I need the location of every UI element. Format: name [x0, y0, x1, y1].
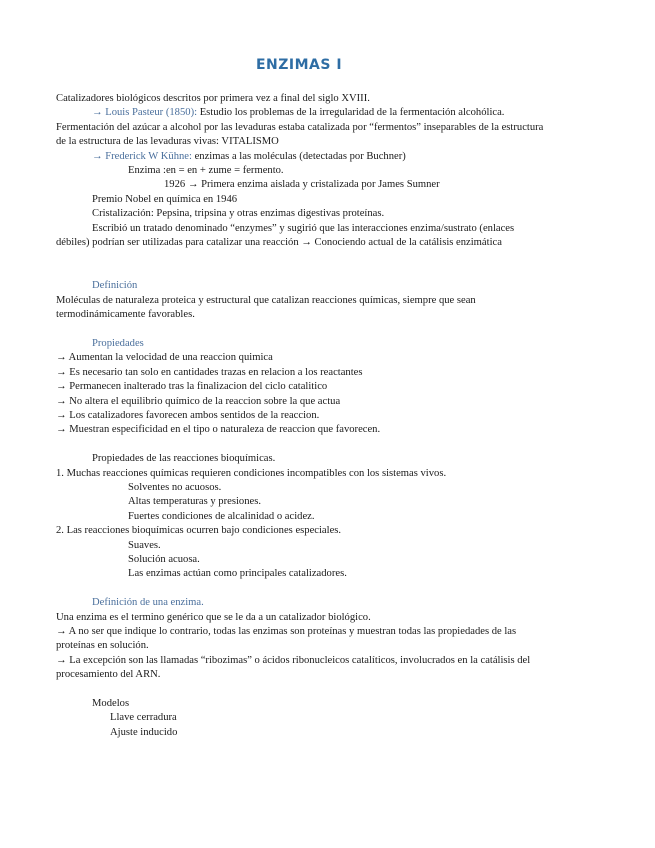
pasteur-paragraph: [56, 106, 546, 149]
list-item: Solución acuosa.: [128, 553, 200, 565]
list-item: Llave cerradura: [110, 712, 177, 724]
modelos-heading: Modelos: [92, 697, 130, 709]
intro-line: Catalizadores biológicos descritos por primera vez a final del siglo XVIII.: [56, 93, 370, 104]
cristalizacion-line: Cristalización: Pepsina, tripsina y otras enzimas digestivas proteínas.: [92, 208, 385, 220]
list-item: Las enzimas actúan como principales catalizadores.: [128, 568, 347, 580]
list-item: Suaves.: [128, 539, 161, 551]
spacer: [56, 322, 546, 336]
document-body: [56, 92, 546, 740]
list-item: → Aumentan la velocidad de una reaccion quimica: [56, 352, 273, 364]
definicion-enzima-line: → A no ser que indique lo contrario, todas las enzimas son proteínas y muestran todas las propiedades de las proteínas en solución.: [56, 625, 517, 652]
list-item: Fuertes condiciones de alcalinidad o acidez.: [128, 510, 315, 522]
kuhne-text: enzimas a las moléculas (detectadas por Buchner): [191, 150, 406, 162]
page-title: ENZIMAS I: [255, 57, 343, 73]
propiedades-heading: Propiedades: [92, 337, 144, 349]
spacer: [56, 438, 546, 452]
sumner-line: 1926 → Primera enzima aislada y cristalizada por James Sumner: [164, 179, 440, 191]
escribio-paragraph: Escribió un tratado denominado “enzymes” y sugirió que las interacciones enzima/sustrato (enlaces débiles) podrían ser utilizadas para catalizar una reacción → Conociendo actual de la catálisis enzimática: [56, 222, 515, 249]
reacciones-point-2: 2. Las reacciones bioquímicas ocurren bajo condiciones especiales.: [56, 525, 342, 537]
list-item: Altas temperaturas y presiones.: [128, 496, 261, 508]
spacer: [56, 250, 546, 279]
definicion-enzima-heading: Definición de una enzima.: [92, 597, 204, 609]
nobel-line: Premio Nobel en química en 1946: [92, 193, 238, 205]
enzima-definition: Enzima :en = en + zume = fermento.: [128, 165, 284, 177]
spacer: [56, 582, 546, 596]
definicion-heading: Definición: [92, 280, 138, 292]
list-item: → Es necesario tan solo en cantidades trazas en relacion a los reactantes: [56, 366, 363, 378]
kuhne-name: → Frederick W Kühne:: [92, 150, 192, 162]
propiedades-reacciones-heading: Propiedades de las reacciones bioquímicas.: [92, 453, 276, 465]
list-item: → Los catalizadores favorecen ambos sentidos de la reaccion.: [56, 409, 320, 421]
pasteur-name: → Louis Pasteur (1850):: [92, 107, 198, 119]
kuhne-paragraph: [56, 150, 546, 164]
reacciones-point-1: 1. Muchas reacciones químicas requieren condiciones incompatibles con los sistemas vivos.: [56, 467, 447, 479]
list-item: Solventes no acuosos.: [128, 481, 222, 493]
list-item: Ajuste inducido: [110, 726, 178, 738]
list-item: → Permanecen inalterado tras la finalizacion del ciclo catalitico: [56, 381, 328, 393]
spacer: [56, 683, 546, 697]
definicion-enzima-line: → La excepción son las llamadas “ribozimas” o ácidos ribonucleicos catalíticos, involucrados en la catálisis del procesamiento del ARN.: [56, 654, 531, 681]
list-item: → No altera el equilibrio químico de la reaccion sobre la que actua: [56, 395, 341, 407]
list-item: → Muestran especificidad en el tipo o naturaleza de reaccion que favorecen.: [56, 424, 381, 436]
definicion-text: Moléculas de naturaleza proteica y estructural que catalizan reacciones químicas, siempre que sean termodinámicamente favorables.: [56, 294, 476, 321]
pasteur-text: Estudio los problemas de la irregularidad de la fermentación alcohólica. Fermentación del azúcar a alcohol por las levaduras estaba catalizada por “fermentos” inseparables de la estructura de la estructura de las levaduras vivas: VITALISMO: [56, 107, 544, 148]
definicion-enzima-line: Una enzima es el termino genérico que se le da a un catalizador biológico.: [56, 611, 371, 623]
